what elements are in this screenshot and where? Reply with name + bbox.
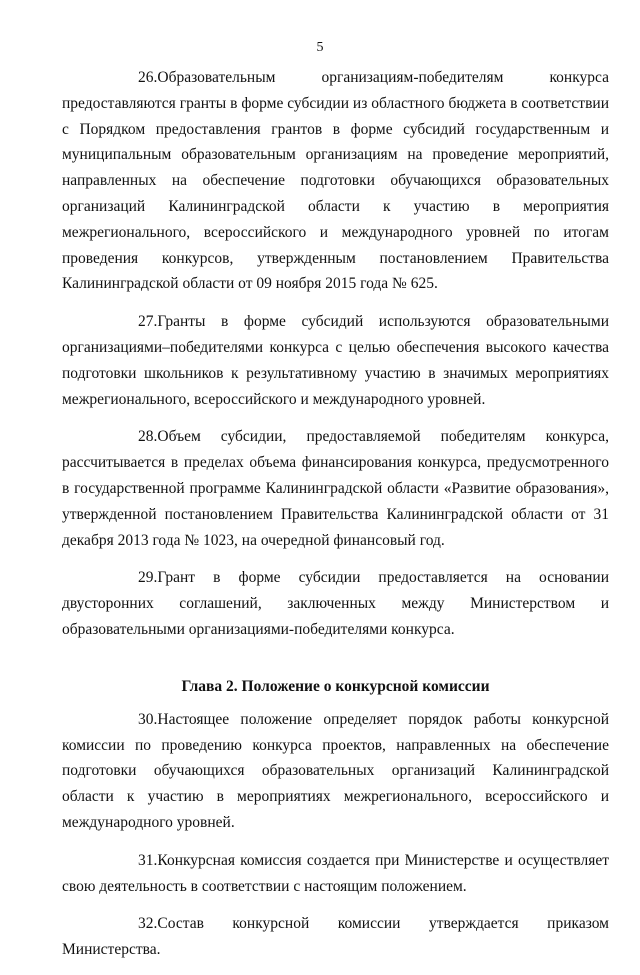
- paragraph-number: 26.: [138, 69, 158, 86]
- paragraph-text: Объем субсидии, предоставляемой победителям конкурса, рассчитывается в пределах объема финансирования конкурса, предусмотренного в государственной программе Калининградской области «Развитие образования», утвержденной постановлением Правительства Калининградской области от 31 декабря 2013 года № 1023, на очередной финансовый год.: [62, 428, 609, 549]
- page-number: 5: [316, 40, 324, 55]
- paragraph-text: Гранты в форме субсидий используются образовательными организациями–победителями конкурса с целью обеспечения высокого качества подготовки школьников к результативному участию в значимых мероприятиях межрегионального, всероссийского и международного уровней.: [62, 313, 609, 408]
- paragraph-30: [62, 707, 609, 836]
- paragraph-number: 28.: [138, 428, 158, 446]
- paragraph-number: 31.: [138, 851, 158, 869]
- paragraph-31: [62, 848, 609, 900]
- paragraph-32: [62, 911, 609, 963]
- paragraph-27: [62, 309, 609, 412]
- document-body: [62, 65, 609, 975]
- paragraph-29: [62, 565, 609, 642]
- paragraph-text: Настоящее положение определяет порядок работы конкурсной комиссии по проведению конкурса проектов, направленных на обеспечение подготовки обучающихся образовательных организаций Калининградской области к участию в мероприятиях межрегионального, всероссийского и международного уровней.: [62, 710, 609, 831]
- paragraph-text: Конкурсная комиссия создается при Министерстве и осуществляет свою деятельность в соответствии с настоящим положением.: [62, 851, 609, 895]
- paragraph-26: [62, 65, 609, 297]
- paragraph-number: 27.: [138, 313, 158, 331]
- paragraph-number: 32.: [138, 915, 158, 933]
- paragraph-text: Состав конкурсной комиссии утверждается приказом Министерства.: [62, 915, 609, 959]
- paragraph-28: [62, 424, 609, 553]
- paragraph-text: Грант в форме субсидии предоставляется на основании двусторонних соглашений, заключенных между Министерством и образовательными организациями-победителями конкурса.: [62, 569, 609, 638]
- paragraph-text: Образовательным организациям-победителям конкурса предоставляются гранты в форме субсидии из областного бюджета в соответствии с Порядком предоставления грантов в форме субсидий государственным и муниципальным образовательным организациям на проведение мероприятий, направленных на обеспечение подготовки обучающихся образовательных организаций Калининградской области к участию в мероприятия межрегионального, всероссийского и международного уровней по итогам проведения конкурсов, утвержденным постановлением Правительства Калининградской области от 09 ноября 2015 года № 625.: [62, 69, 609, 293]
- paragraph-number: 29.: [138, 569, 158, 587]
- paragraph-number: 30.: [138, 710, 158, 728]
- chapter-heading: Глава 2. Положение о конкурсной комиссии: [181, 677, 490, 695]
